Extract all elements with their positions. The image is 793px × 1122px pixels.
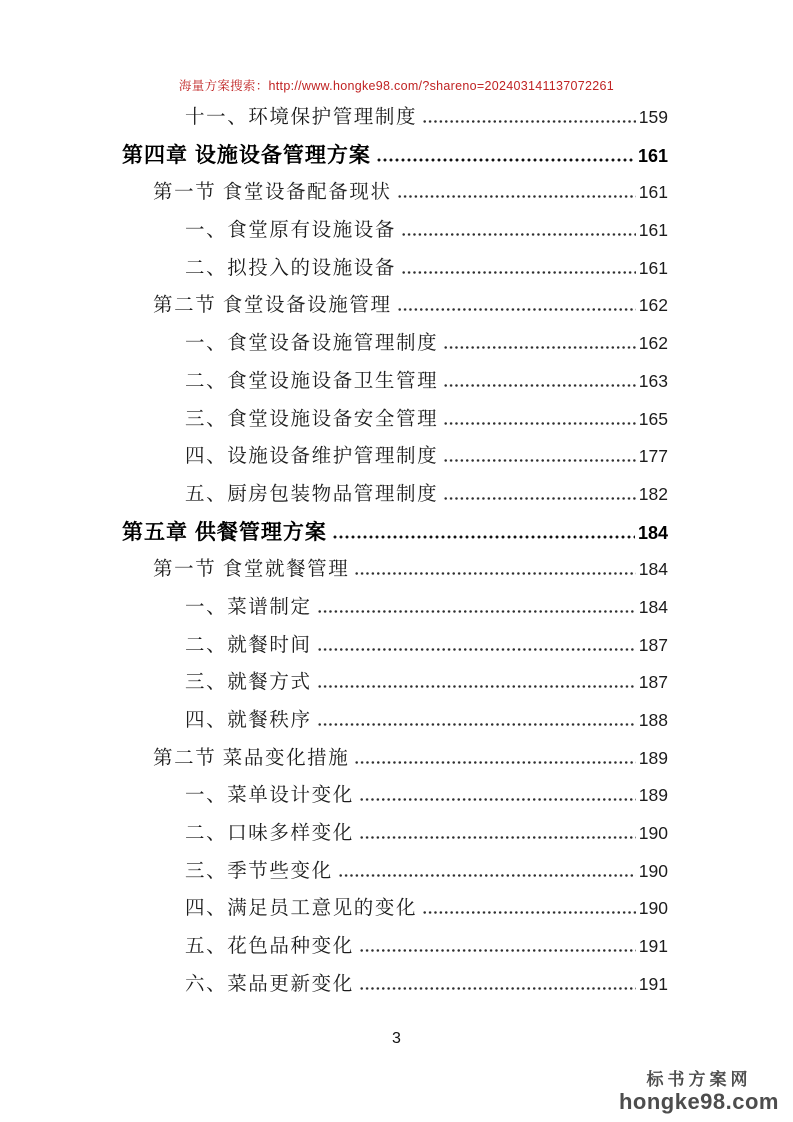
toc-entry [122,551,668,589]
toc-entry-label: 六、菜品更新变化 [185,973,354,995]
toc-entry-label: 二、食堂设施设备卫生管理 [185,370,439,392]
toc-entry [122,589,668,627]
toc-entry-label: 第一节 食堂设备配备现状 [153,182,392,204]
toc-entry-page: 161 [638,220,668,241]
toc-entry-page: 165 [638,408,668,429]
toc-dot-leader [443,459,636,462]
toc-entry-page: 190 [638,898,668,919]
toc-entry [122,476,668,514]
toc-entry [122,514,668,552]
toc-entry-page: 184 [637,522,668,543]
footer-page-number: 3 [392,1030,401,1047]
toc-dot-leader [317,685,636,688]
toc-dot-leader [359,987,636,990]
toc-dot-leader [422,911,636,914]
toc-entry [122,928,668,966]
toc-dot-leader [317,610,636,613]
toc-entry-label: 二、拟投入的设施设备 [185,257,397,279]
toc-entry [122,99,668,137]
toc-entry-label: 十一、环境保护管理制度 [185,107,418,128]
toc-entry-label: 四、就餐秩序 [185,710,312,731]
toc-dot-leader [338,874,636,877]
toc-entry-label: 四、满足员工意见的变化 [185,898,418,920]
toc-entry-page: 163 [638,370,668,391]
toc-entry-label: 四、设施设备维护管理制度 [185,446,439,468]
toc-entry-page: 162 [638,333,668,354]
toc-dot-leader [443,497,636,500]
toc-dot-leader [359,798,636,801]
toc-dot-leader [317,648,636,651]
toc-dot-leader [401,271,636,274]
toc-entry-page: 162 [638,295,668,316]
share-header-line: 海量方案搜索：http://www.hongke98.com/?shareno=202403141137072261 [178,79,615,93]
toc-entry-page: 191 [638,973,668,994]
toc-entry-page: 189 [638,785,668,806]
toc-entry-label: 二、口味多样变化 [185,823,354,845]
toc-dot-leader [332,535,635,539]
toc-entry-label: 一、菜谱制定 [185,596,312,618]
toc-entry [122,438,668,476]
toc-entry-page: 161 [638,182,668,203]
toc-entry [122,287,668,325]
toc [122,99,668,1004]
toc-entry-label: 二、就餐时间 [185,634,312,656]
toc-entry-page: 159 [638,107,668,127]
toc-entry-page: 182 [638,483,668,504]
toc-entry [122,174,668,212]
toc-entry-label: 第四章 设施设备管理方案 [122,143,371,167]
toc-dot-leader [443,346,636,349]
toc-dot-leader [443,384,636,387]
toc-entry [122,815,668,853]
toc-entry-label: 五、厨房包装物品管理制度 [185,483,439,505]
toc-dot-leader [354,572,635,575]
toc-entry-page: 161 [638,257,668,278]
watermark-site-url: hongke98.com [618,1088,779,1114]
toc-dot-leader [443,422,636,425]
toc-entry-label: 一、食堂原有设施设备 [185,220,397,242]
toc-entry-page: 161 [637,145,668,166]
toc-entry-page: 187 [638,634,668,655]
toc-entry [122,137,668,175]
toc-entry [122,966,668,1004]
toc-entry-page: 187 [638,672,668,693]
toc-entry-label: 三、季节些变化 [185,860,333,882]
site-watermark [619,1071,779,1114]
toc-entry-page: 189 [638,747,668,768]
toc-entry [122,401,668,439]
toc-dot-leader [317,723,636,726]
toc-entry-label: 一、食堂设备设施管理制度 [185,333,439,355]
toc-entry-label: 一、菜单设计变化 [185,785,354,807]
toc-entry-label: 第二节 菜品变化措施 [153,747,350,769]
toc-dot-leader [401,233,636,236]
toc-entry-label: 第一节 食堂就餐管理 [153,559,350,581]
toc-entry [122,363,668,401]
toc-entry [122,777,668,815]
toc-entry-page: 188 [638,710,668,730]
toc-entry-page: 190 [638,823,668,844]
toc-dot-leader [397,308,636,311]
toc-entry-page: 190 [638,860,668,881]
toc-entry [122,325,668,363]
toc-dot-leader [422,120,636,123]
toc-entry-page: 191 [638,936,668,957]
toc-entry-label: 第二节 食堂设备设施管理 [153,295,392,317]
toc-dot-leader [354,761,635,764]
toc-entry [122,212,668,250]
toc-entry-page: 184 [638,596,668,617]
toc-entry-page: 184 [638,559,668,580]
toc-entry [122,664,668,702]
toc-entry [122,890,668,928]
toc-entry-page: 177 [638,446,668,467]
toc-entry [122,702,668,740]
toc-dot-leader [397,195,636,198]
toc-entry-label: 五、花色品种变化 [185,936,354,958]
toc-entry [122,250,668,288]
toc-entry [122,740,668,778]
toc-dot-leader [359,836,636,839]
watermark-site-name: 标书方案网 [646,1070,752,1090]
toc-dot-leader [359,949,636,952]
toc-entry-label: 三、就餐方式 [185,672,312,694]
toc-entry-label: 三、食堂设施设备安全管理 [185,408,439,430]
toc-entry-label: 第五章 供餐管理方案 [122,520,327,544]
toc-entry [122,627,668,665]
toc-dot-leader [376,158,635,162]
toc-entry [122,853,668,891]
